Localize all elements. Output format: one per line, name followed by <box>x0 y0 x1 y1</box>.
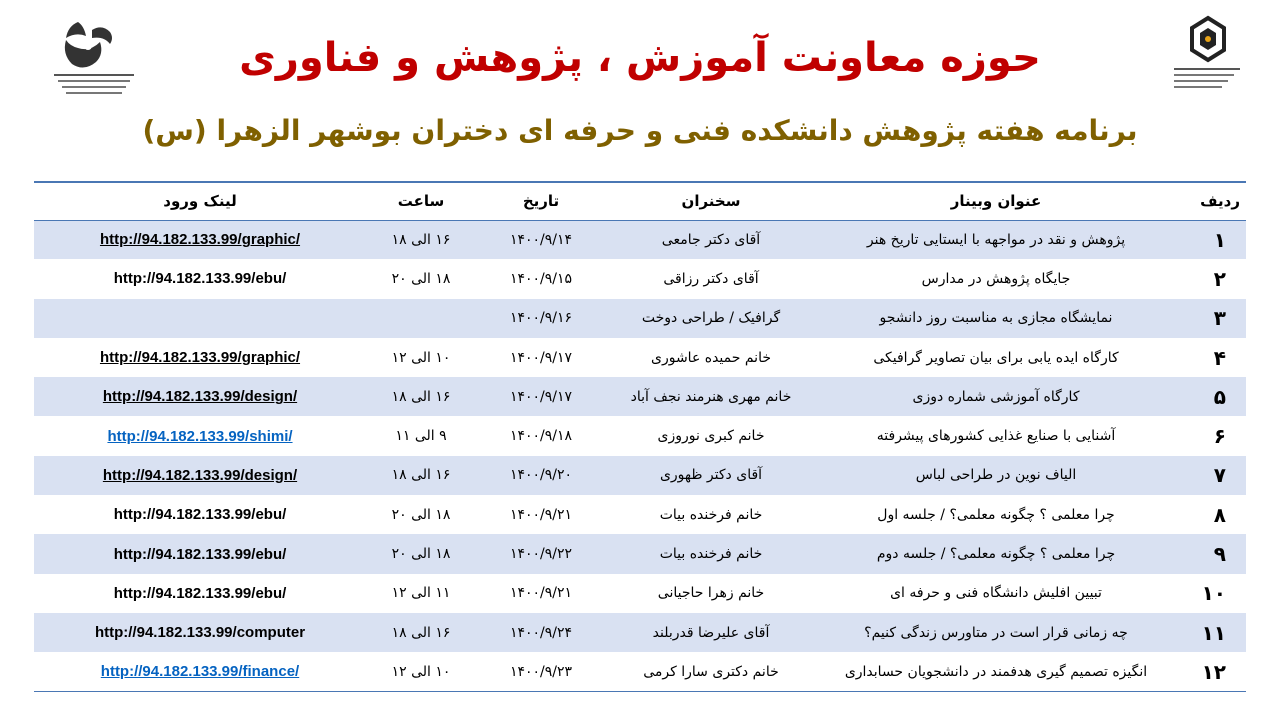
date: ۱۴۰۰/۹/۱۷ <box>509 349 573 366</box>
row-number: ۱ <box>1213 227 1226 252</box>
row-number: ۹ <box>1213 542 1226 567</box>
entry-link-cell <box>34 416 366 455</box>
speaker: خانم مهری هنرمند نجف آباد <box>630 388 792 405</box>
entry-link-cell <box>34 652 366 691</box>
date: ۱۴۰۰/۹/۱۶ <box>509 310 573 327</box>
date: ۱۴۰۰/۹/۱۷ <box>509 388 573 405</box>
webinar-title: چه زمانی قرار است در متاورس زندگی کنیم؟ <box>864 624 1128 641</box>
row-number: ۷ <box>1213 463 1226 488</box>
time: ۱۶ الی ۱۸ <box>391 467 451 484</box>
time: ۱۶ الی ۱۸ <box>391 388 451 405</box>
time: ۱۸ الی ۲۰ <box>391 506 451 523</box>
webinar-title: کارگاه آموزشی شماره دوزی <box>912 388 1080 405</box>
date: ۱۴۰۰/۹/۱۴ <box>509 231 573 248</box>
date: ۱۴۰۰/۹/۲۰ <box>509 467 573 484</box>
table-row <box>34 652 1246 691</box>
entry-link-cell <box>34 259 366 298</box>
time: ۱۶ الی ۱۸ <box>391 231 451 248</box>
time: ۱۰ الی ۱۲ <box>391 349 451 366</box>
date: ۱۴۰۰/۹/۱۸ <box>509 428 573 445</box>
table-row <box>34 574 1246 613</box>
webinar-title: نمایشگاه مجازی به مناسبت روز دانشجو <box>879 310 1113 327</box>
entry-link[interactable]: http://94.182.133.99/ebu/ <box>113 545 287 563</box>
table-row <box>34 299 1246 338</box>
speaker: خانم فرخنده بیات <box>659 506 763 523</box>
table-row <box>34 416 1246 455</box>
date: ۱۴۰۰/۹/۱۵ <box>509 270 573 287</box>
speaker: خانم زهرا حاجیانی <box>657 585 765 602</box>
table-row <box>34 495 1246 534</box>
entry-link-cell <box>34 377 366 416</box>
table-header-row <box>34 182 1246 220</box>
speaker: خانم کبری نوروزی <box>657 428 765 445</box>
row-number: ۸ <box>1213 502 1226 527</box>
table-row <box>34 377 1246 416</box>
header-time: ساعت <box>397 192 445 211</box>
time: ۱۰ الی ۱۲ <box>391 663 451 680</box>
webinar-title: جایگاه پژوهش در مدارس <box>921 270 1071 287</box>
page-title: حوزه معاونت آموزش ، پژوهش و فناوری <box>239 35 1041 81</box>
speaker: گرافیک / طراحی دوخت <box>641 310 781 327</box>
entry-link-cell <box>34 338 366 377</box>
entry-link-cell <box>34 495 366 534</box>
date: ۱۴۰۰/۹/۲۱ <box>509 506 573 523</box>
row-number: ۱۲ <box>1201 659 1226 684</box>
schedule-table-container <box>34 181 1246 692</box>
entry-link[interactable]: http://94.182.133.99/ebu/ <box>113 506 287 524</box>
entry-link-cell <box>34 613 366 652</box>
page-subtitle: برنامه هفته پژوهش دانشکده فنی و حرفه ای دختران بوشهر الزهرا (س) <box>142 114 1138 147</box>
webinar-title: الیاف نوین در طراحی لباس <box>915 467 1077 484</box>
header-topic: عنوان وبینار <box>950 192 1042 211</box>
table-row <box>34 534 1246 573</box>
webinar-title: انگیزه تصمیم گیری هدفمند در دانشجویان حسابداری <box>844 663 1148 680</box>
row-number: ۱۰ <box>1201 581 1226 606</box>
table-row <box>34 456 1246 495</box>
row-number: ۱۱ <box>1201 620 1226 645</box>
date: ۱۴۰۰/۹/۲۲ <box>509 546 573 563</box>
entry-link[interactable]: http://94.182.133.99/ebu/ <box>113 270 287 288</box>
webinar-title: تبیین افلیش دانشگاه فنی و حرفه ای <box>890 585 1102 602</box>
webinar-title: چرا معلمی ؟ چگونه معلمی؟ / جلسه اول <box>877 506 1115 523</box>
speaker: آقای دکتر رزاقی <box>663 270 759 287</box>
webinar-title: پژوهش و نقد در مواجهه با ایستایی تاریخ هنر <box>866 231 1126 248</box>
header-link: لینک ورود <box>163 192 237 211</box>
schedule-table <box>34 181 1246 692</box>
table-row <box>34 338 1246 377</box>
entry-link-cell <box>34 574 366 613</box>
webinar-title: آشنایی با صنایع غذایی کشورهای پیشرفته <box>876 428 1116 445</box>
speaker: خانم حمیده عاشوری <box>651 349 771 366</box>
entry-link-cell <box>34 299 366 338</box>
row-number: ۲ <box>1213 266 1226 291</box>
header-date: تاریخ <box>522 192 560 211</box>
webinar-title: چرا معلمی ؟ چگونه معلمی؟ / جلسه دوم <box>876 546 1116 563</box>
entry-link-cell <box>34 534 366 573</box>
entry-link[interactable]: http://94.182.133.99/design/ <box>102 388 298 406</box>
date: ۱۴۰۰/۹/۲۱ <box>509 585 573 602</box>
time: ۹ الی ۱۱ <box>395 428 447 445</box>
row-number: ۶ <box>1213 424 1226 449</box>
entry-link-cell <box>34 220 366 259</box>
date: ۱۴۰۰/۹/۲۴ <box>509 624 573 641</box>
entry-link[interactable]: http://94.182.133.99/graphic/ <box>99 231 301 249</box>
table-row <box>34 613 1246 652</box>
entry-link[interactable]: http://94.182.133.99/shimi/ <box>107 427 293 445</box>
table-row <box>34 259 1246 298</box>
time: ۱۶ الی ۱۸ <box>391 624 451 641</box>
time: ۱۸ الی ۲۰ <box>391 270 451 287</box>
entry-link[interactable]: http://94.182.133.99/ebu/ <box>113 584 287 602</box>
date: ۱۴۰۰/۹/۲۳ <box>509 663 573 680</box>
entry-link[interactable]: http://94.182.133.99/computer <box>94 624 306 642</box>
row-number: ۴ <box>1213 345 1226 370</box>
time: ۱۸ الی ۲۰ <box>391 546 451 563</box>
webinar-title: کارگاه ایده یابی برای بیان تصاویر گرافیکی <box>873 349 1119 366</box>
entry-link[interactable]: http://94.182.133.99/graphic/ <box>99 349 301 367</box>
time <box>366 299 476 338</box>
table-row <box>34 220 1246 259</box>
entry-link[interactable]: http://94.182.133.99/design/ <box>102 466 298 484</box>
speaker: آقای دکتر جامعی <box>661 231 761 248</box>
header-idx: ردیف <box>1200 192 1240 211</box>
speaker: آقای دکتر ظهوری <box>659 467 763 484</box>
header-speaker: سخنران <box>681 192 741 211</box>
time: ۱۱ الی ۱۲ <box>391 585 451 602</box>
speaker: خانم دکتری سارا کرمی <box>643 663 779 680</box>
row-number: ۵ <box>1213 384 1226 409</box>
entry-link[interactable]: http://94.182.133.99/finance/ <box>100 663 300 681</box>
entry-link-cell <box>34 456 366 495</box>
row-number: ۳ <box>1213 306 1226 331</box>
speaker: آقای علیرضا قدربلند <box>652 624 770 641</box>
speaker: خانم فرخنده بیات <box>659 546 763 563</box>
